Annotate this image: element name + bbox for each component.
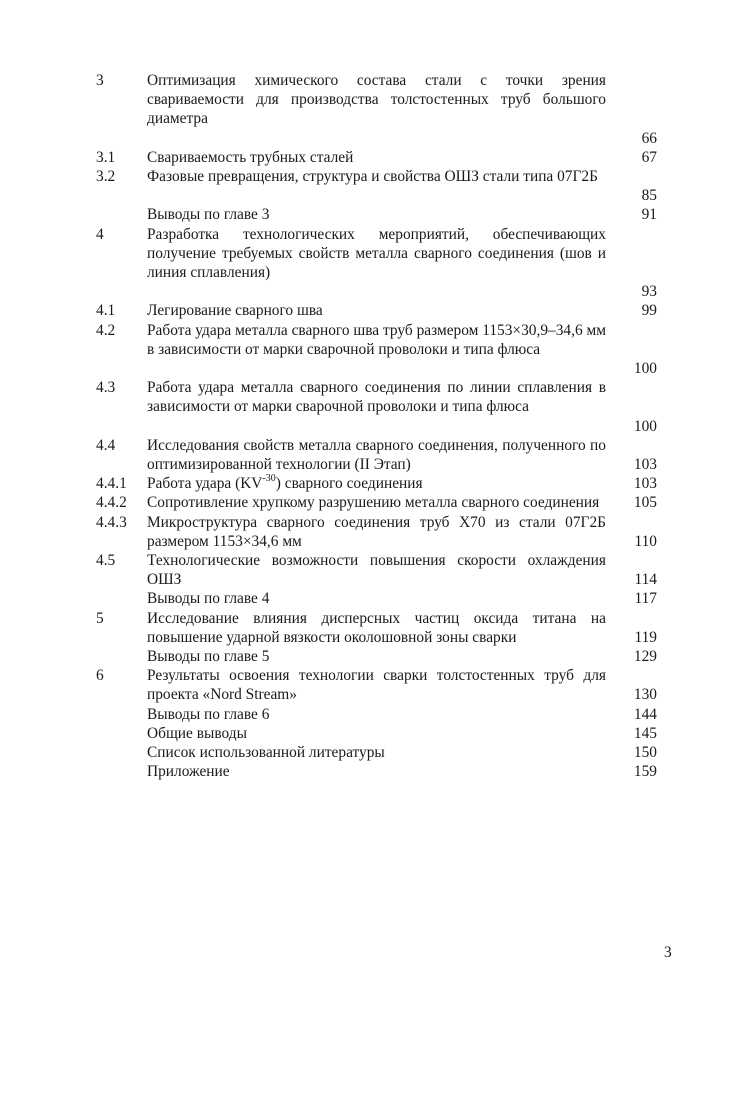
toc-entry-number: 4.4.3 [96, 513, 127, 531]
toc-entry [0, 609, 733, 647]
toc-entry-page: 100 [633, 417, 657, 435]
toc-entry-title-part: ) сварного соединения [275, 475, 423, 493]
toc-entry-page: 144 [633, 705, 657, 723]
toc-entry-title: Оптимизация химического состава стали с точки зрения свариваемости для производства толстостенных труб большого диаметра [147, 72, 606, 128]
toc-entry [0, 743, 733, 762]
toc-entry [0, 666, 733, 704]
toc-entry-number: 4.3 [96, 379, 116, 397]
toc-entry-page: 159 [633, 763, 657, 781]
toc-entry-page: 114 [634, 571, 657, 589]
toc-entry-title-part: Работа удара (KV [147, 475, 263, 493]
toc-entry-number: 4.4.2 [96, 494, 127, 512]
toc-entry [0, 321, 733, 379]
toc-entry-page: 99 [641, 302, 657, 320]
toc-entry-page: 66 [641, 129, 657, 147]
toc-entry [0, 724, 733, 743]
toc-entry [0, 513, 733, 551]
toc-entry-title: Выводы по главе 3 [147, 206, 270, 224]
toc-entry-page: 103 [633, 455, 657, 473]
toc-entry [0, 551, 733, 589]
toc-entry-number: 4.5 [96, 552, 116, 569]
toc-entry-page: 67 [641, 148, 657, 166]
toc-entry [0, 705, 733, 724]
toc-entry [0, 647, 733, 666]
toc-entry [0, 378, 733, 436]
toc-entry-number: 6 [96, 667, 104, 685]
toc-entry-page: 91 [641, 206, 657, 224]
toc-entry-title: Фазовые превращения, структура и свойства ОШЗ стали типа 07Г2Б [147, 168, 598, 185]
toc-entry [0, 71, 733, 148]
toc-entry-page: 93 [641, 283, 657, 301]
toc-entry-page: 150 [633, 744, 657, 762]
toc-entry-number: 4.4.1 [96, 475, 127, 493]
toc-entry-number: 3.2 [96, 168, 116, 185]
toc-entry-page: 103 [633, 475, 657, 493]
toc-entry-title [147, 474, 606, 493]
toc-entry-page: 129 [633, 648, 657, 666]
toc-entry [0, 474, 733, 493]
toc-entry-title: Технологические возможности повышения скорости охлаждения ОШЗ [147, 552, 606, 589]
toc-entry [0, 148, 733, 167]
toc-entry-title: Список использованной литературы [147, 744, 385, 762]
toc-entry-title: Работа удара металла сварного шва труб размером 1153×30,9–34,6 мм в зависимости от марки сварочной проволоки и типа флюса [147, 321, 606, 358]
toc-entry-number: 3 [96, 72, 104, 89]
toc-entry [0, 205, 733, 224]
toc-entry-number: 4 [96, 225, 104, 243]
toc-entry [0, 436, 733, 474]
toc-entry-number: 4.4 [96, 436, 116, 454]
toc-entry-number: 4.2 [96, 321, 116, 339]
toc-entry-title: Разработка технологических мероприятий, обеспечивающих получение требуемых свойств металла сварного соединения (шов и линия сплавления) [147, 225, 606, 281]
toc-entry-title: Работа удара металла сварного соединения по линии сплавления в зависимости от марки сварочной проволоки и типа флюса [147, 379, 606, 416]
toc-entry [0, 493, 733, 512]
toc-entry-title: Микроструктура сварного соединения труб Х70 из стали 07Г2Б размером 1153×34,6 мм [147, 513, 606, 550]
toc-entry-title: Сопротивление хрупкому разрушению металла сварного соединения [147, 494, 600, 512]
toc-entry-page: 105 [633, 494, 657, 512]
toc-entry-page: 130 [633, 686, 657, 704]
toc-entry-page: 117 [634, 590, 657, 608]
toc-entry-page: 100 [633, 359, 657, 377]
table-of-contents [0, 71, 733, 781]
toc-entry [0, 225, 733, 302]
toc-entry-page: 119 [634, 628, 657, 646]
toc-entry-number: 4.1 [96, 302, 116, 320]
toc-entry [0, 589, 733, 608]
toc-entry-page: 145 [633, 724, 657, 742]
toc-entry-number: 3.1 [96, 148, 116, 166]
page-number: 3 [664, 944, 672, 961]
toc-entry-title: Свариваемость трубных сталей [147, 148, 354, 166]
toc-entry-title: Исследование влияния дисперсных частиц оксида титана на повышение ударной вязкости околошовной зоны сварки [147, 609, 606, 646]
toc-entry-number: 5 [96, 609, 104, 627]
toc-entry-title: Выводы по главе 5 [147, 648, 270, 666]
toc-entry [0, 167, 733, 205]
toc-entry-title: Приложение [147, 763, 230, 781]
toc-entry-title: Результаты освоения технологии сварки толстостенных труб для проекта «Nord Stream» [147, 667, 606, 704]
toc-entry-title: Выводы по главе 6 [147, 705, 270, 723]
toc-entry-page: 85 [641, 187, 657, 205]
toc-entry [0, 762, 733, 781]
toc-entry-title: Общие выводы [147, 724, 247, 742]
toc-entry-page: 110 [634, 532, 657, 550]
toc-entry-title: Выводы по главе 4 [147, 590, 270, 608]
toc-entry-title-superscript: -30 [262, 473, 276, 485]
toc-entry [0, 301, 733, 320]
toc-entry-title: Легирование сварного шва [147, 302, 323, 320]
toc-entry-title: Исследования свойств металла сварного соединения, полученного по оптимизированной технологии (II Этап) [147, 436, 606, 473]
